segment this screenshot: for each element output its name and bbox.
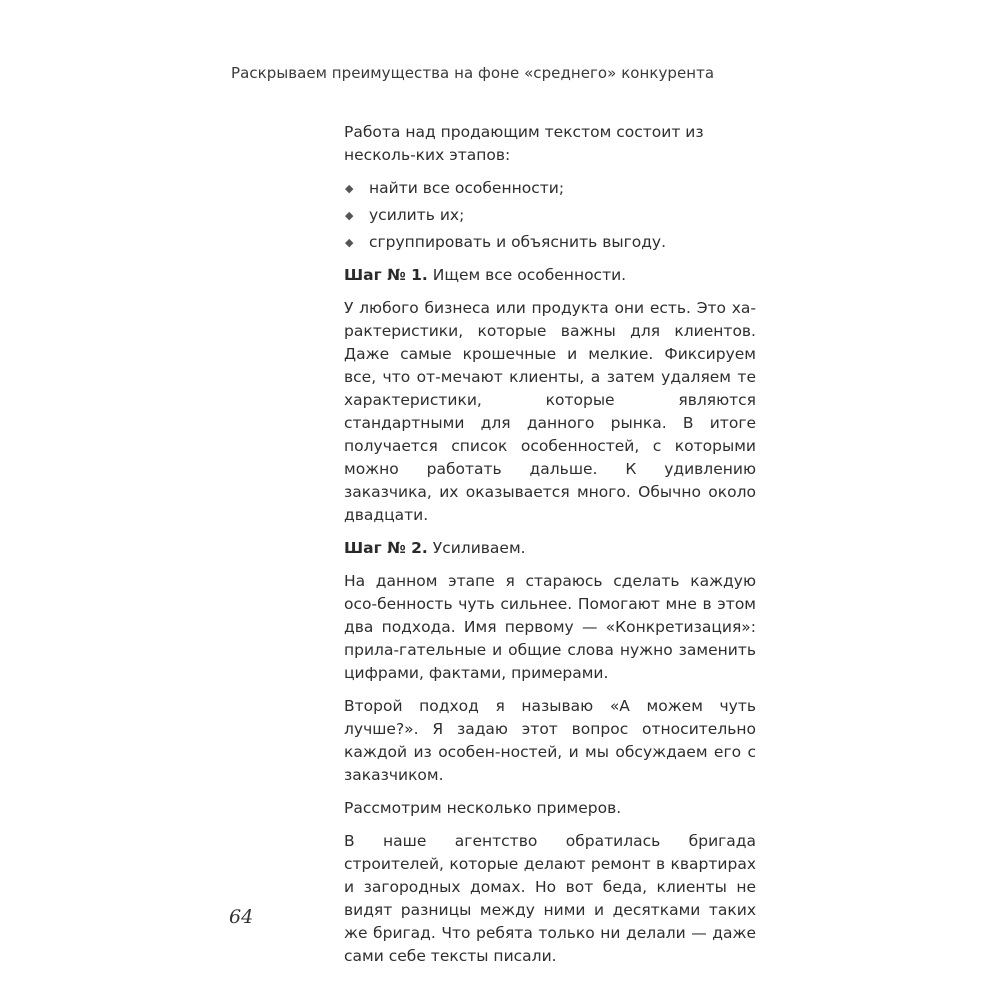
list-item — [344, 231, 756, 254]
step-1-paragraph: У любого бизнеса или продукта они есть. Это ха-рактеристики, которые важны для клиентов. Даже самые крошечные и мелкие. Фиксируем все, что от-мечают клиенты, а затем удаляем те характеристики, которые являются стандартными для данного рынка. В итоге получается список особенностей, с которыми можно работать дальше. К удивлению заказчика, их оказывается много. Обычно около двадцати. — [344, 299, 756, 524]
diamond-bullet-icon: ◆ — [345, 182, 354, 195]
stages-list — [344, 177, 756, 254]
step-1-title: Ищем все особенности. — [427, 266, 627, 284]
diamond-bullet-icon: ◆ — [345, 236, 354, 249]
step-2-title: Усиливаем. — [427, 539, 526, 557]
page-number: 64 — [229, 906, 254, 928]
list-item-text: усилить их; — [369, 206, 465, 224]
example-paragraph: В наше агентство обратилась бригада строителей, которые делают ремонт в квартирах и загородных домах. Но вот беда, клиенты не видят разницы между ними и десятками таких же бригад. Что ребята только ни делали — даже сами себе тексты писали. — [344, 832, 756, 965]
page-body — [344, 121, 756, 978]
step-2-label: Шаг № 2. — [344, 539, 428, 557]
step-2-paragraph: На данном этапе я стараюсь сделать каждую осо-бенность чуть сильнее. Помогают мне в этом два подхода. Имя первому — «Конкретизация»: прила-гательные и общие слова нужно заменить цифрами, фактами, примерами. — [344, 572, 756, 682]
examples-intro-paragraph: Рассмотрим несколько примеров. — [344, 799, 622, 817]
list-item-text: найти все особенности; — [369, 179, 565, 197]
step-2-heading — [344, 537, 756, 560]
list-item — [344, 204, 756, 227]
list-item — [344, 177, 756, 200]
step-1-heading — [344, 264, 756, 287]
running-header: Раскрываем преимущества на фоне «среднего» конкурента — [231, 64, 715, 82]
diamond-bullet-icon: ◆ — [345, 209, 354, 222]
list-item-text: сгруппировать и объяснить выгоду. — [369, 233, 667, 251]
second-approach-paragraph: Второй подход я называю «А можем чуть лучше?». Я задаю этот вопрос относительно каждой из особен-ностей, и мы обсуждаем его с заказчиком. — [344, 697, 756, 784]
intro-paragraph: Работа над продающим текстом состоит из несколь-ких этапов: — [344, 123, 704, 164]
step-1-label: Шаг № 1. — [344, 266, 428, 284]
